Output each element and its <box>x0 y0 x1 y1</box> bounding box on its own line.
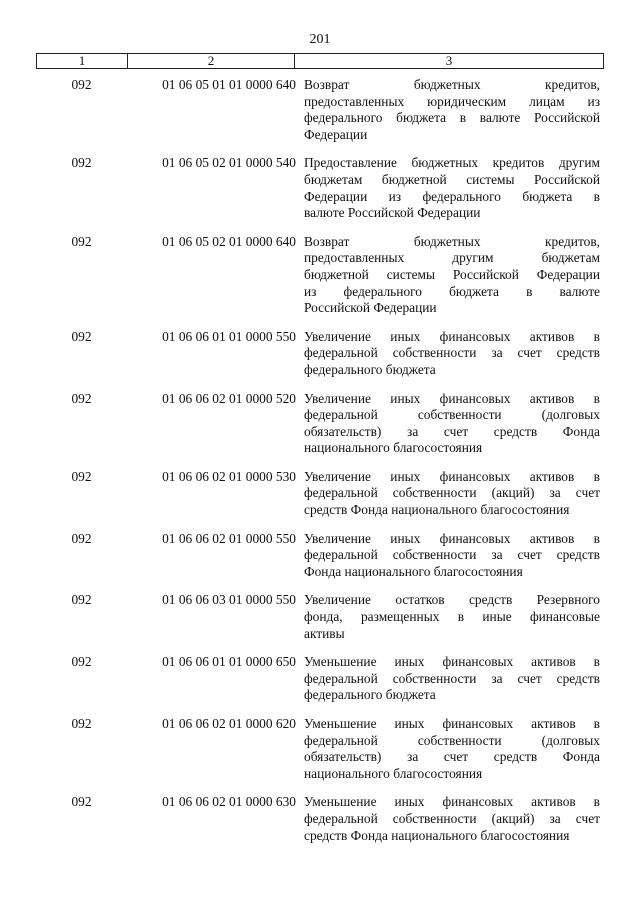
classification-code: 01 06 05 01 01 0000 640 <box>162 77 296 92</box>
header-col-1: 1 <box>37 54 128 68</box>
table-row <box>36 469 604 519</box>
description-line: федеральной собственности за счет средств <box>304 670 600 686</box>
classification-code: 01 06 05 02 01 0000 540 <box>162 155 296 171</box>
classification-code: 01 06 06 02 01 0000 530 <box>162 468 296 484</box>
description <box>304 329 600 379</box>
description-line: обязательств) за счет средств Фонда <box>304 749 600 765</box>
description-line: Увеличение иных финансовых активов в <box>304 328 600 344</box>
description-line: Федерации <box>304 126 368 142</box>
admin-code: 092 <box>71 592 92 608</box>
table-row <box>36 329 604 379</box>
description-line: предоставленных юридическим лицам из <box>304 93 600 109</box>
description-line: федеральной собственности (долговых <box>304 732 600 748</box>
table-row <box>36 592 604 642</box>
description <box>304 531 600 581</box>
classification-code: 01 06 06 01 01 0000 550 <box>162 328 296 344</box>
description <box>304 794 600 844</box>
description-line: Фонда национального благосостояния <box>304 563 523 579</box>
description-line: бюджетной системы Российской Федерации <box>304 266 600 282</box>
header-col-3: 3 <box>445 53 453 68</box>
admin-code: 092 <box>71 155 92 171</box>
description-line: Уменьшение иных финансовых активов в <box>304 716 600 731</box>
description-line: федеральной собственности за счет средств <box>304 547 600 563</box>
description-line: Возврат бюджетных кредитов, <box>304 233 600 249</box>
description <box>304 654 600 704</box>
description <box>304 592 600 642</box>
description-line: обязательств) за счет средств Фонда <box>304 423 600 439</box>
description-line: средств Фонда национального благосостояния <box>304 502 570 518</box>
description-line: федерального бюджета в валюте Российской <box>304 110 600 126</box>
description-line: бюджетам бюджетной системы Российской <box>304 171 600 187</box>
table-row <box>36 77 604 143</box>
header-col-2: 2 <box>128 54 295 68</box>
admin-code: 092 <box>71 468 92 484</box>
admin-code: 092 <box>71 716 92 731</box>
table-row <box>36 234 604 317</box>
description <box>304 469 600 519</box>
classification-code: 01 06 06 02 01 0000 550 <box>162 530 296 546</box>
table-row <box>36 531 604 581</box>
description-line: активы <box>304 625 345 641</box>
table-body <box>36 77 604 856</box>
table-row <box>36 794 604 844</box>
description-line: валюте Российской Федерации <box>304 205 481 221</box>
description <box>304 716 600 782</box>
classification-code: 01 06 06 01 01 0000 650 <box>162 654 296 670</box>
classification-code: 01 06 06 02 01 0000 630 <box>162 794 296 810</box>
description <box>304 391 600 457</box>
admin-code: 092 <box>71 328 92 344</box>
table-row <box>36 155 604 221</box>
description-line: федеральной собственности (долговых <box>304 407 600 423</box>
admin-code: 092 <box>71 530 92 546</box>
admin-code: 092 <box>71 794 92 810</box>
description-line: Увеличение иных финансовых активов в <box>304 468 600 484</box>
description-line: федеральной собственности (акций) за счет <box>304 485 600 501</box>
description <box>304 77 600 143</box>
description-line: Уменьшение иных финансовых активов в <box>304 794 600 810</box>
description-line: Предоставление бюджетных кредитов другим <box>304 155 600 171</box>
classification-code: 01 06 06 02 01 0000 520 <box>162 390 296 406</box>
description-line: из федерального бюджета в валюте <box>304 283 600 299</box>
classification-code: 01 06 05 02 01 0000 640 <box>162 233 296 249</box>
description-line: Увеличение остатков средств Резервного <box>304 592 600 608</box>
description-line: Возврат бюджетных кредитов, <box>304 77 600 92</box>
admin-code: 092 <box>71 233 92 249</box>
description-line: федеральной собственности за счет средств <box>304 345 600 361</box>
description-line: предоставленных другим бюджетам <box>304 250 600 266</box>
description-line: Федерации из федерального бюджета в <box>304 188 600 204</box>
description-line: федерального бюджета <box>304 361 436 377</box>
table-header <box>36 53 604 69</box>
description-line: федеральной собственности (акций) за счет <box>304 810 600 826</box>
classification-code: 01 06 06 02 01 0000 620 <box>162 716 296 731</box>
admin-code: 092 <box>71 77 92 92</box>
page-number: 201 <box>309 32 331 47</box>
classification-code: 01 06 06 03 01 0000 550 <box>162 592 296 608</box>
description-line: федерального бюджета <box>304 687 436 703</box>
description <box>304 155 600 221</box>
description <box>304 234 600 317</box>
admin-code: 092 <box>71 390 92 406</box>
table-row <box>36 654 604 704</box>
admin-code: 092 <box>71 654 92 670</box>
description-line: Уменьшение иных финансовых активов в <box>304 654 600 670</box>
description-line: средств Фонда национального благосостояния <box>304 827 570 843</box>
description-line: Увеличение иных финансовых активов в <box>304 530 600 546</box>
description-line: национального благосостояния <box>304 765 483 781</box>
description-line: Увеличение иных финансовых активов в <box>304 390 600 406</box>
description-line: фонда, размещенных в иные финансовые <box>304 609 600 625</box>
table-row <box>36 391 604 457</box>
description-line: Российской Федерации <box>304 300 437 316</box>
description-line: национального благосостояния <box>304 440 483 456</box>
table-row <box>36 716 604 782</box>
